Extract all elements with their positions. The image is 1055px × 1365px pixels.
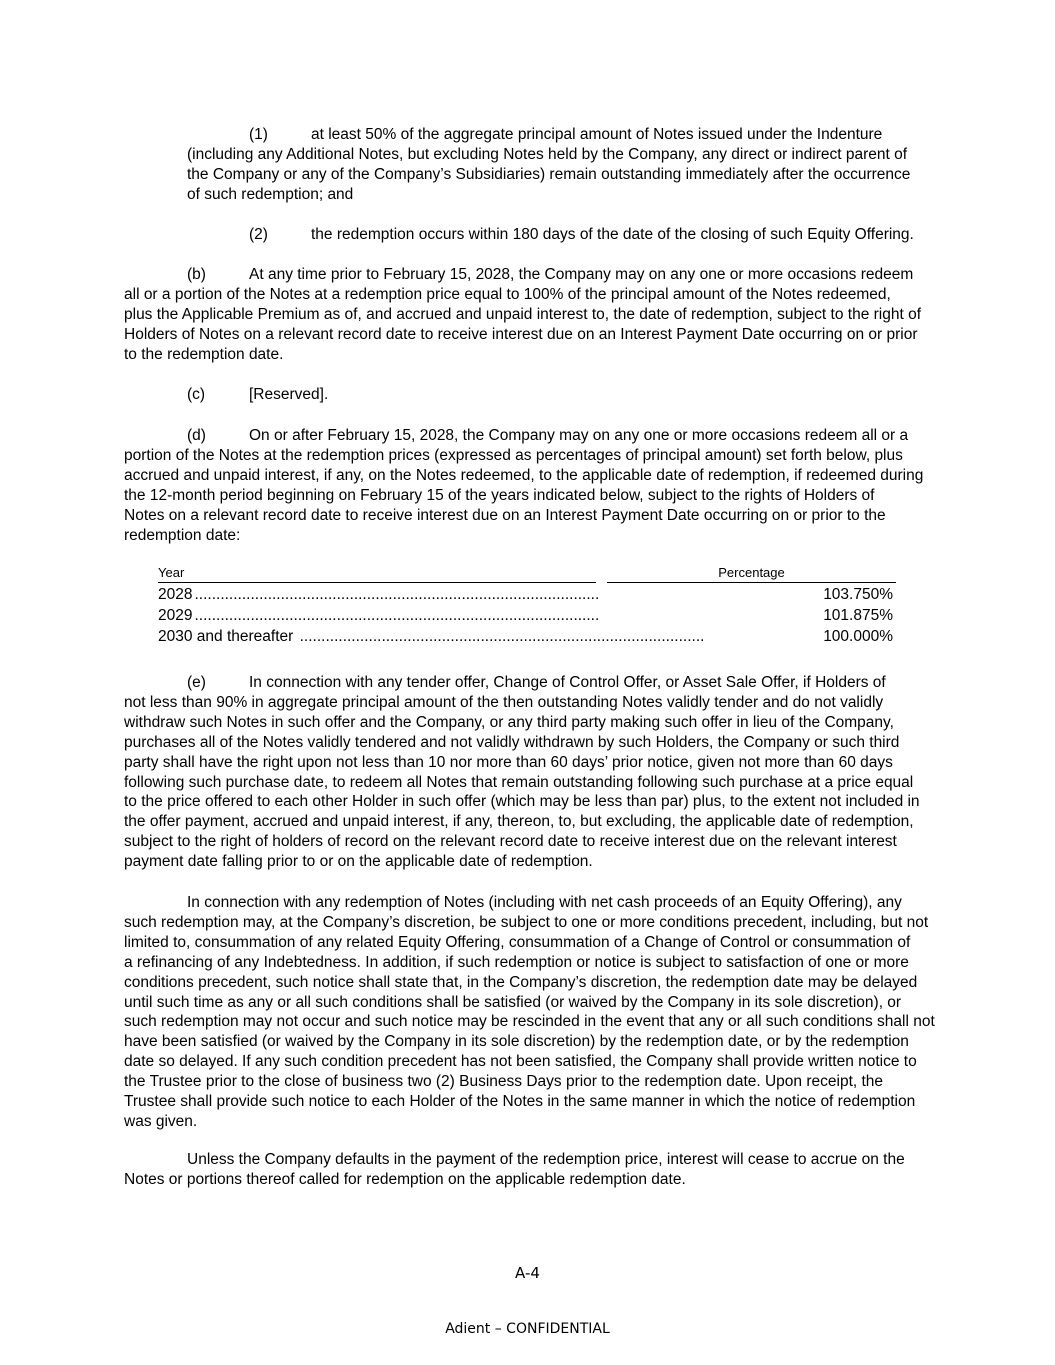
page-number: A-4 xyxy=(515,1264,540,1282)
clause-d xyxy=(124,426,939,545)
paragraph-first-line: In connection with any redemption of Notes (including with net cash proceeds of an Equity Offering), any xyxy=(187,894,902,911)
column-header-percentage: Percentage xyxy=(607,564,896,583)
clause-body: (including any Additional Notes, but excluding Notes held by the Company, any direct or indirect parent of the Company or any of the Company’s Subsidiaries) remain outstanding immediately after the occurrence of such redemption; and xyxy=(187,145,911,203)
clause-first-line: At any time prior to February 15, 2028, the Company may on any one or more occasions redeem xyxy=(249,266,914,283)
paragraph-first-line: Unless the Company defaults in the payment of the redemption price, interest will cease to accrue on the xyxy=(187,1151,905,1168)
percentage-cell: 100.000% xyxy=(823,628,893,645)
clause-text: the redemption occurs within 180 days of the date of the closing of such Equity Offering. xyxy=(311,226,914,243)
clause-number: (b) xyxy=(187,266,206,283)
redemption-price-table xyxy=(158,564,898,647)
year-cell xyxy=(158,605,600,626)
clause-body: portion of the Notes at the redemption prices (expressed as percentages of principal amount) set forth below, plus accrued and unpaid interest, if any, on the Notes redeemed, to the applicable date of redemption, if redeemed during the 12-month period beginning on February 15 of the years indicated below, subject to the rights of Holders of Notes on a relevant record date to receive interest due on an Interest Payment Date occurring on or prior to the redemption date: xyxy=(124,446,924,544)
clause-body: all or a portion of the Notes at a redemption price equal to 100% of the principal amount of the Notes redeemed, plus the Applicable Premium as of, and accrued and unpaid interest to, the date of redemption, subject to the right of Holders of Notes on a relevant record date to receive interest due on an Interest Payment Date occurring on or prior to the redemption date. xyxy=(124,285,922,363)
interest-cessation-paragraph xyxy=(124,1150,939,1190)
table-row xyxy=(158,626,898,647)
clause-number: (e) xyxy=(187,674,206,691)
confidential-footer: Adient – CONFIDENTIAL xyxy=(445,1321,610,1337)
clause-a-1 xyxy=(187,125,947,205)
clause-number: (2) xyxy=(249,226,268,243)
dot-leader: .............................................................................................. xyxy=(194,586,600,603)
percentage-cell: 103.750% xyxy=(823,586,893,603)
clause-c xyxy=(124,385,939,405)
dot-leader: .............................................................................................. xyxy=(299,628,705,645)
dot-leader: .............................................................................................. xyxy=(194,607,600,624)
clause-first-line: In connection with any tender offer, Change of Control Offer, or Asset Sale Offer, if Holders of xyxy=(249,674,886,691)
year-cell xyxy=(158,626,705,647)
conditional-redemption-paragraph xyxy=(124,893,939,1132)
clause-number: (c) xyxy=(187,386,206,403)
year-cell xyxy=(158,584,600,605)
clause-number: (1) xyxy=(249,126,268,143)
column-header-year: Year xyxy=(158,564,596,583)
table-header xyxy=(158,564,898,584)
clause-text: [Reserved]. xyxy=(249,386,329,403)
table-row xyxy=(158,605,898,626)
percentage-cell: 101.875% xyxy=(823,607,893,624)
clause-number: (d) xyxy=(187,427,206,444)
table-row xyxy=(158,584,898,605)
clause-first-line: On or after February 15, 2028, the Company may on any one or more occasions redeem all or a xyxy=(249,427,909,444)
clause-body: not less than 90% in aggregate principal amount of the then outstanding Notes validly tender and do not validly withdraw such Notes in such offer and the Company, or any third party making such offer in lieu of the Company, purchases all of the Notes validly tendered and not validly withdrawn by such Holders, the Company or such third party shall have the right upon not less than 10 nor more than 60 days’ prior notice, given not more than 60 days following such purchase date, to redeem all Notes that remain outstanding following such purchase at a price equal to the price offered to each other Holder in such offer (which may be less than par) plus, to the extent not included in the offer payment, accrued and unpaid interest, if any, thereon, to, but excluding, the applicable date of redemption, subject to the right of holders of record on the relevant record date to receive interest due on the relevant interest payment date falling prior to or on the applicable date of redemption. xyxy=(124,693,920,871)
clause-a-2 xyxy=(187,225,947,245)
clause-e xyxy=(124,673,939,872)
year-label: 2030 and thereafter xyxy=(158,628,294,645)
clause-b xyxy=(124,265,939,365)
clause-first-line: at least 50% of the aggregate principal amount of Notes issued under the Indenture xyxy=(311,126,883,143)
year-label: 2028 xyxy=(158,586,193,603)
paragraph-body: Notes or portions thereof called for redemption on the applicable redemption date. xyxy=(124,1170,686,1188)
year-label: 2029 xyxy=(158,607,193,624)
paragraph-body: such redemption may, at the Company’s discretion, be subject to one or more conditions precedent, including, but not limited to, consummation of any related Equity Offering, consummation of a Change of Control or consummation of a refinancing of any Indebtedness. In addition, if such redemption or notice is subject to satisfaction of one or more conditions precedent, such notice shall state that, in the Company’s discretion, the redemption date may be delayed until such time as any or all such conditions shall be satisfied (or waived by the Company in its sole discretion), or such redemption may not occur and such notice may be rescinded in the event that any or all such conditions shall not have been satisfied (or waived by the Company in its sole discretion) by the redemption date, or by the redemption date so delayed. If any such condition precedent has not been satisfied, the Company shall provide written notice to the Trustee prior to the close of business two (2) Business Days prior to the redemption date. Upon receipt, the Trustee shall provide such notice to each Holder of the Notes in the same manner in which the notice of redemption was given. xyxy=(124,913,935,1130)
